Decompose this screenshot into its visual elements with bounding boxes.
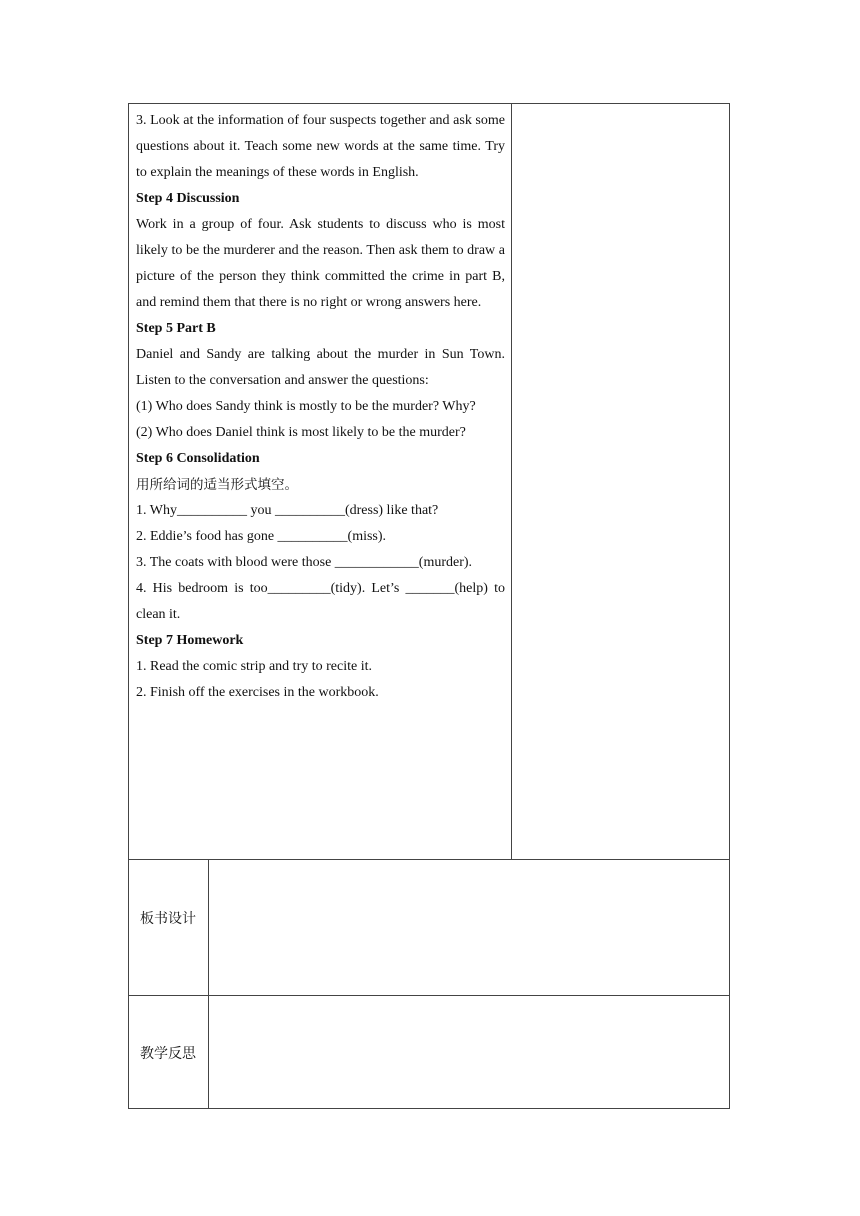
reflection-label: 教学反思	[140, 1046, 196, 1062]
board-design-cell	[208, 859, 730, 996]
step7-item-2: 2. Finish off the exercises in the workbook.	[136, 685, 379, 700]
step6-item-2: 2. Eddie’s food has gone __________(miss).	[136, 529, 387, 544]
step5-text: Daniel and Sandy are talking about the murder in Sun Town. Listen to the conversation and answer the questions:	[136, 347, 505, 388]
notes-cell	[511, 103, 730, 860]
step4-heading: Step 4 Discussion	[136, 191, 240, 206]
reflection-cell	[208, 995, 730, 1109]
lesson-content	[136, 108, 505, 706]
step5-question-2: (2) Who does Daniel think is most likely to be the murder?	[136, 425, 466, 440]
step7-heading: Step 7 Homework	[136, 633, 244, 648]
step5-heading: Step 5 Part B	[136, 321, 216, 336]
step5-question-1: (1) Who does Sandy think is mostly to be the murder? Why?	[136, 399, 476, 414]
step6-item-4: 4. His bedroom is too_________(tidy). Let’s _______(help) to clean it.	[136, 581, 505, 622]
board-design-label: 板书设计	[140, 911, 196, 927]
step6-item-3: 3. The coats with blood were those ____________(murder).	[136, 555, 473, 570]
step7-item-1: 1. Read the comic strip and try to recite it.	[136, 659, 372, 674]
step6-instruction: 用所给词的适当形式填空。	[136, 477, 298, 493]
step6-item-1: 1. Why__________ you __________(dress) like that?	[136, 503, 439, 518]
step4-text: Work in a group of four. Ask students to discuss who is most likely to be the murderer and the reason. Then ask them to draw a picture of the person they think committed the crime in part B, and remind them that there is no right or wrong answers here.	[136, 217, 505, 310]
step6-heading: Step 6 Consolidation	[136, 451, 260, 466]
step3-item3: 3. Look at the information of four suspects together and ask some questions about it. Teach some new words at the same time. Try to explain the meanings of these words in English.	[136, 113, 505, 180]
